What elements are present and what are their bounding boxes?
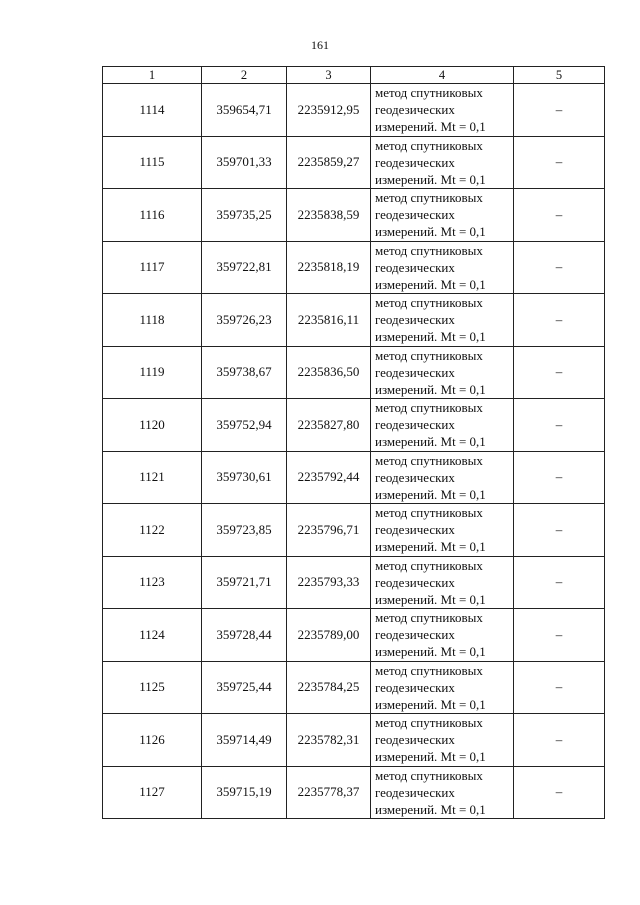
method-line: геодезических bbox=[375, 102, 455, 118]
method-cell bbox=[371, 609, 514, 662]
point-number-cell: 1114 bbox=[103, 84, 202, 137]
method-line: измерений. Mt = 0,1 bbox=[375, 119, 486, 135]
x-coordinate-cell: 359726,23 bbox=[202, 294, 287, 347]
column-5-cell: – bbox=[514, 766, 605, 819]
point-number-cell: 1117 bbox=[103, 241, 202, 294]
method-line: геодезических bbox=[375, 312, 455, 328]
method-cell bbox=[371, 189, 514, 242]
x-coordinate-cell: 359714,49 bbox=[202, 714, 287, 767]
point-number-cell: 1123 bbox=[103, 556, 202, 609]
table-row bbox=[103, 241, 605, 294]
table-header-row bbox=[103, 67, 605, 84]
column-5-cell: – bbox=[514, 556, 605, 609]
table-row bbox=[103, 609, 605, 662]
table-row bbox=[103, 504, 605, 557]
point-number-cell: 1124 bbox=[103, 609, 202, 662]
point-number-cell: 1125 bbox=[103, 661, 202, 714]
page-number: 161 bbox=[311, 38, 329, 52]
y-coordinate-cell: 2235836,50 bbox=[287, 346, 371, 399]
table-row bbox=[103, 84, 605, 137]
column-header-2: 2 bbox=[202, 67, 287, 84]
method-line: геодезических bbox=[375, 207, 455, 223]
method-line: геодезических bbox=[375, 469, 455, 485]
column-5-cell: – bbox=[514, 451, 605, 504]
method-line: измерений. Mt = 0,1 bbox=[375, 224, 486, 240]
column-header-1: 1 bbox=[103, 67, 202, 84]
method-line: метод спутниковых bbox=[375, 662, 483, 678]
method-line: метод спутниковых bbox=[375, 400, 483, 416]
method-line: геодезических bbox=[375, 259, 455, 275]
y-coordinate-cell: 2235778,37 bbox=[287, 766, 371, 819]
x-coordinate-cell: 359721,71 bbox=[202, 556, 287, 609]
method-cell bbox=[371, 504, 514, 557]
method-cell bbox=[371, 294, 514, 347]
column-5-cell: – bbox=[514, 504, 605, 557]
method-line: измерений. Mt = 0,1 bbox=[375, 749, 486, 765]
method-line: метод спутниковых bbox=[375, 610, 483, 626]
method-line: геодезических bbox=[375, 364, 455, 380]
table-row bbox=[103, 294, 605, 347]
method-line: геодезических bbox=[375, 679, 455, 695]
method-cell bbox=[371, 399, 514, 452]
table-row bbox=[103, 399, 605, 452]
column-header-5: 5 bbox=[514, 67, 605, 84]
method-line: измерений. Mt = 0,1 bbox=[375, 539, 486, 555]
coordinates-table bbox=[102, 66, 605, 819]
point-number-cell: 1120 bbox=[103, 399, 202, 452]
x-coordinate-cell: 359725,44 bbox=[202, 661, 287, 714]
method-line: геодезических bbox=[375, 627, 455, 643]
column-header-4: 4 bbox=[371, 67, 514, 84]
method-line: измерений. Mt = 0,1 bbox=[375, 486, 486, 502]
x-coordinate-cell: 359722,81 bbox=[202, 241, 287, 294]
point-number-cell: 1115 bbox=[103, 136, 202, 189]
point-number-cell: 1126 bbox=[103, 714, 202, 767]
method-line: измерений. Mt = 0,1 bbox=[375, 696, 486, 712]
method-line: метод спутниковых bbox=[375, 557, 483, 573]
method-line: метод спутниковых bbox=[375, 767, 483, 783]
table-row bbox=[103, 136, 605, 189]
method-cell bbox=[371, 714, 514, 767]
table-row bbox=[103, 714, 605, 767]
table-row bbox=[103, 346, 605, 399]
method-line: геодезических bbox=[375, 574, 455, 590]
x-coordinate-cell: 359730,61 bbox=[202, 451, 287, 504]
method-line: геодезических bbox=[375, 522, 455, 538]
method-line: метод спутниковых bbox=[375, 85, 483, 101]
table-row bbox=[103, 661, 605, 714]
column-5-cell: – bbox=[514, 241, 605, 294]
method-line: геодезических bbox=[375, 784, 455, 800]
table-row bbox=[103, 766, 605, 819]
method-line: измерений. Mt = 0,1 bbox=[375, 434, 486, 450]
column-5-cell: – bbox=[514, 399, 605, 452]
method-line: измерений. Mt = 0,1 bbox=[375, 276, 486, 292]
column-5-cell: – bbox=[514, 189, 605, 242]
y-coordinate-cell: 2235827,80 bbox=[287, 399, 371, 452]
method-line: метод спутниковых bbox=[375, 242, 483, 258]
y-coordinate-cell: 2235789,00 bbox=[287, 609, 371, 662]
point-number-cell: 1116 bbox=[103, 189, 202, 242]
x-coordinate-cell: 359728,44 bbox=[202, 609, 287, 662]
point-number-cell: 1121 bbox=[103, 451, 202, 504]
method-line: измерений. Mt = 0,1 bbox=[375, 591, 486, 607]
x-coordinate-cell: 359752,94 bbox=[202, 399, 287, 452]
y-coordinate-cell: 2235784,25 bbox=[287, 661, 371, 714]
x-coordinate-cell: 359654,71 bbox=[202, 84, 287, 137]
point-number-cell: 1119 bbox=[103, 346, 202, 399]
method-cell bbox=[371, 136, 514, 189]
method-cell bbox=[371, 451, 514, 504]
column-5-cell: – bbox=[514, 294, 605, 347]
y-coordinate-cell: 2235793,33 bbox=[287, 556, 371, 609]
method-cell bbox=[371, 84, 514, 137]
column-5-cell: – bbox=[514, 661, 605, 714]
method-line: метод спутниковых bbox=[375, 347, 483, 363]
method-line: метод спутниковых bbox=[375, 715, 483, 731]
x-coordinate-cell: 359715,19 bbox=[202, 766, 287, 819]
y-coordinate-cell: 2235912,95 bbox=[287, 84, 371, 137]
y-coordinate-cell: 2235838,59 bbox=[287, 189, 371, 242]
x-coordinate-cell: 359738,67 bbox=[202, 346, 287, 399]
y-coordinate-cell: 2235782,31 bbox=[287, 714, 371, 767]
column-5-cell: – bbox=[514, 346, 605, 399]
column-header-3: 3 bbox=[287, 67, 371, 84]
method-line: метод спутниковых bbox=[375, 190, 483, 206]
y-coordinate-cell: 2235859,27 bbox=[287, 136, 371, 189]
method-line: измерений. Mt = 0,1 bbox=[375, 171, 486, 187]
method-cell bbox=[371, 766, 514, 819]
method-line: измерений. Mt = 0,1 bbox=[375, 381, 486, 397]
point-number-cell: 1122 bbox=[103, 504, 202, 557]
table-row bbox=[103, 451, 605, 504]
column-5-cell: – bbox=[514, 609, 605, 662]
method-line: метод спутниковых bbox=[375, 452, 483, 468]
method-cell bbox=[371, 241, 514, 294]
column-5-cell: – bbox=[514, 84, 605, 137]
y-coordinate-cell: 2235792,44 bbox=[287, 451, 371, 504]
x-coordinate-cell: 359701,33 bbox=[202, 136, 287, 189]
method-line: геодезических bbox=[375, 154, 455, 170]
y-coordinate-cell: 2235818,19 bbox=[287, 241, 371, 294]
method-line: метод спутниковых bbox=[375, 295, 483, 311]
method-line: измерений. Mt = 0,1 bbox=[375, 329, 486, 345]
table-row bbox=[103, 189, 605, 242]
method-line: метод спутниковых bbox=[375, 505, 483, 521]
method-cell bbox=[371, 556, 514, 609]
point-number-cell: 1118 bbox=[103, 294, 202, 347]
x-coordinate-cell: 359723,85 bbox=[202, 504, 287, 557]
column-5-cell: – bbox=[514, 136, 605, 189]
column-5-cell: – bbox=[514, 714, 605, 767]
y-coordinate-cell: 2235816,11 bbox=[287, 294, 371, 347]
method-cell bbox=[371, 661, 514, 714]
method-line: геодезических bbox=[375, 732, 455, 748]
method-cell bbox=[371, 346, 514, 399]
method-line: измерений. Mt = 0,1 bbox=[375, 644, 486, 660]
x-coordinate-cell: 359735,25 bbox=[202, 189, 287, 242]
table-row bbox=[103, 556, 605, 609]
method-line: метод спутниковых bbox=[375, 137, 483, 153]
y-coordinate-cell: 2235796,71 bbox=[287, 504, 371, 557]
method-line: геодезических bbox=[375, 417, 455, 433]
method-line: измерений. Mt = 0,1 bbox=[375, 801, 486, 817]
point-number-cell: 1127 bbox=[103, 766, 202, 819]
